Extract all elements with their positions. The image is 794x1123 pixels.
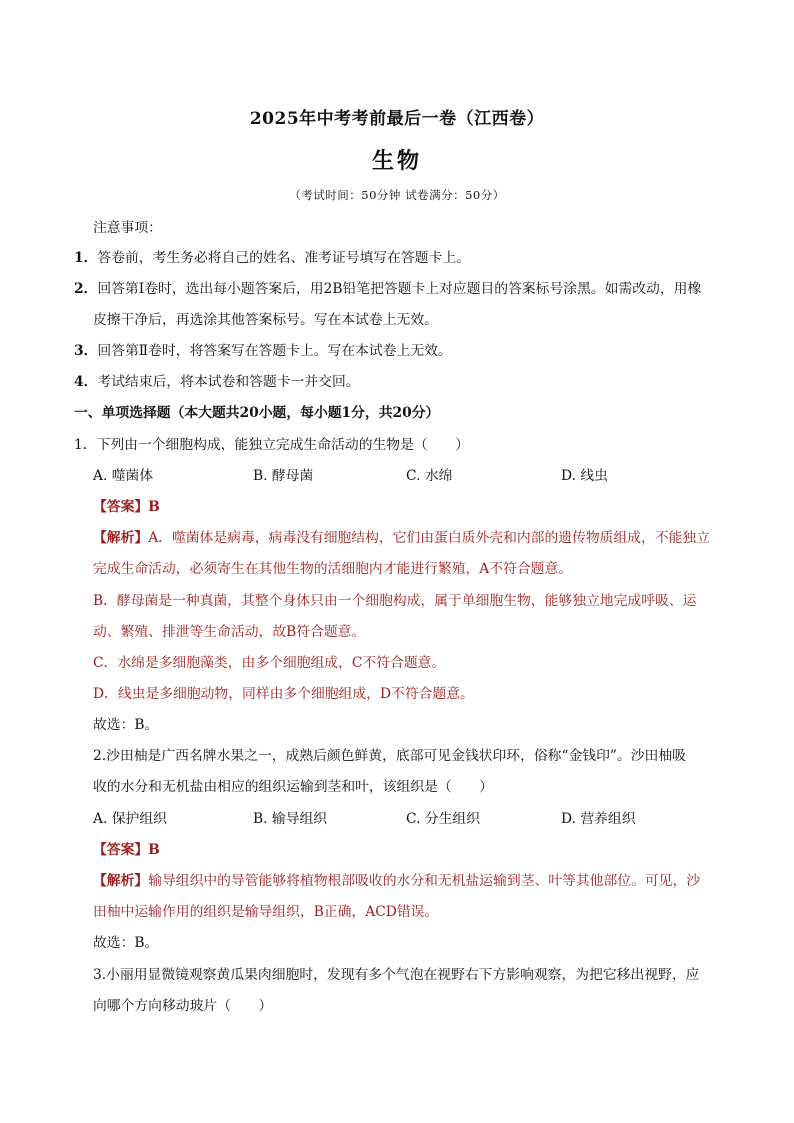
question-3-stem-cont: 向哪个方向移动玻片（ ）: [93, 998, 273, 1014]
question-1-analysis-line: D．线虫是多细胞动物，同样由多个细胞组成，D不符合题意。: [93, 686, 474, 702]
note-text: 回答第Ⅱ卷时，将答案写在答题卡上。写在本试卷上无效。: [97, 343, 452, 359]
section-heading: 一、单项选择题（本大题共20小题，每小题1分，共20分）: [74, 405, 440, 421]
question-2-analysis-line: 田柚中运输作用的组织是输导组织，B正确，ACD错误。: [93, 904, 439, 920]
note-item-4: [74, 372, 360, 392]
analysis-label: 【解析】: [93, 873, 149, 889]
question-2-analysis-line: [93, 871, 700, 891]
question-1-option-d: D. 线虫: [561, 468, 608, 484]
note-item-1: [74, 248, 470, 268]
question-2-stem-cont: 收的水分和无机盐由相应的组织运输到茎和叶，该组织是（ ）: [93, 779, 494, 795]
notes-heading: 注意事项：: [93, 220, 162, 236]
question-1-analysis-line: 完成生命活动，必须寄生在其他生物的活细胞内才能进行繁殖，A不符合题意。: [93, 561, 573, 577]
note-text: 考试结束后，将本试卷和答题卡一并交回。: [97, 374, 360, 390]
question-2-option-d: D. 营养组织: [561, 811, 636, 827]
question-1-analysis-line: 动、繁殖、排泄等生命活动，故B符合题意。: [93, 624, 366, 640]
question-1-stem: 1．下列由一个细胞构成，能独立完成生命活动的生物是（ ）: [74, 437, 470, 453]
question-2-stem: 2.沙田柚是广西名牌水果之一，成熟后颜色鲜黄，底部可见金钱状印环，俗称“金钱印”。沙田柚吸: [93, 748, 686, 764]
question-1-analysis-line: [93, 528, 710, 548]
note-item-2-cont: 皮擦干净后，再选涂其他答案标号。写在本试卷上无效。: [93, 312, 438, 328]
question-1-analysis-line: C．水绵是多细胞藻类，由多个细胞组成，C不符合题意。: [93, 655, 446, 671]
exam-info: （考试时间：50分钟 试卷满分：50分）: [289, 188, 505, 202]
analysis-text: 输导组织中的导管能够将植物根部吸收的水分和无机盐运输到茎、叶等其他部位。可见，沙: [148, 873, 701, 889]
note-text: 答卷前，考生务必将自己的姓名、准考证号填写在答题卡上。: [97, 250, 470, 266]
note-item-2: [74, 279, 701, 299]
question-1-option-b: B. 酵母菌: [253, 468, 314, 484]
question-2-answer: 【答案】B: [93, 842, 160, 858]
exam-title: 2025年中考考前最后一卷（江西卷）: [249, 109, 545, 129]
analysis-label: 【解析】: [93, 530, 149, 546]
question-1-option-c: C. 水绵: [406, 468, 453, 484]
question-1-option-a: A. 噬菌体: [93, 468, 154, 484]
question-1-analysis-line: B．酵母菌是一种真菌，其整个身体只由一个细胞构成，属于单细胞生物，能够独立地完成呼吸、运: [93, 593, 697, 609]
note-number: 3．: [74, 343, 98, 359]
question-2-option-a: A. 保护组织: [93, 811, 167, 827]
analysis-text: A．噬菌体是病毒，病毒没有细胞结构，它们由蛋白质外壳和内部的遗传物质组成，不能独立: [148, 530, 711, 546]
question-2-option-c: C. 分生组织: [406, 811, 481, 827]
subject-title: 生物: [371, 148, 422, 174]
note-number: 1．: [74, 250, 98, 266]
question-1-conclusion: 故选：B。: [93, 717, 159, 733]
note-text: 回答第Ⅰ卷时，选出每小题答案后，用2B铅笔把答题卡上对应题目的答案标号涂黑。如需改动，用橡: [97, 281, 702, 297]
note-number: 4．: [74, 374, 98, 390]
note-number: 2．: [74, 281, 98, 297]
question-2-option-b: B. 输导组织: [253, 811, 328, 827]
question-2-conclusion: 故选：B。: [93, 935, 159, 951]
question-3-stem: 3.小丽用显微镜观察黄瓜果肉细胞时，发现有多个气泡在视野右下方影响观察，为把它移出视野，应: [93, 967, 700, 983]
question-1-answer: 【答案】B: [93, 499, 160, 515]
note-item-3: [74, 341, 452, 361]
